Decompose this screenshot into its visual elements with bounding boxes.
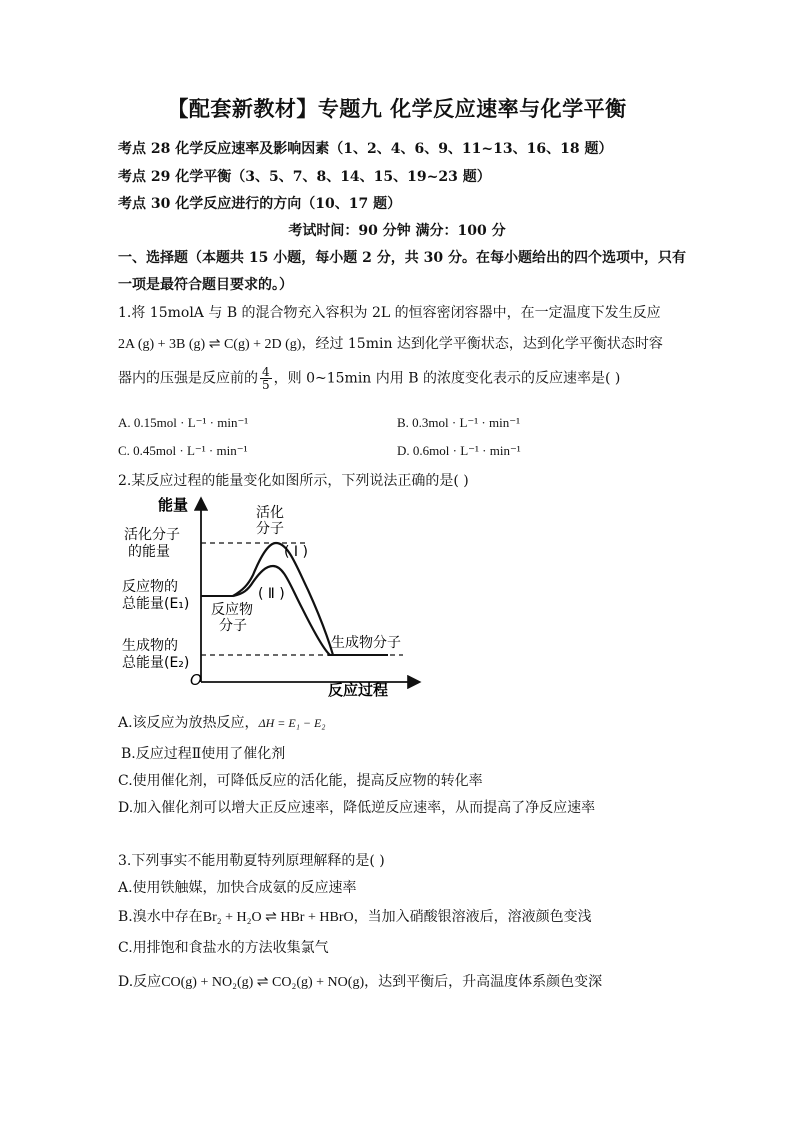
q1-option-d: D. 0.6mol · L⁻¹ · min⁻¹ [397,443,521,458]
q1-stem-line3 [118,366,620,391]
q3-option-c: C.用排饱和食盐水的方法收集氯气 [118,940,329,956]
q1-stem-line3-tail: ，则 0~15min 内用 B 的浓度变化表示的反应速率是( ) [273,370,621,387]
q2-option-a [118,712,325,732]
section-heading-line2: 一项是最符合题目要求的。） [118,277,293,293]
reactant-total-label-2: 总能量(E₁) [122,596,190,612]
section-heading-line1: 一、选择题（本题共 15 小题，每小题 2 分，共 30 分。在每小题给出的四个选项中，只有 [118,250,686,266]
curve-ii-label: ( Ⅱ ) [258,586,285,602]
q2-option-a-text: A.该反应为放热反应， [118,715,259,731]
q2-option-d: D.加入催化剂可以增大正反应速率，降低逆反应速率，从而提高了净反应速率 [118,800,596,816]
energy-diagram [118,490,428,700]
exam-info: 考试时间：90 分钟 满分：100 分 [288,223,506,239]
reactant-total-label-1: 反应物的 [122,579,178,595]
origin-label: O [190,671,202,689]
q3-option-d-head: D.反应 [118,974,162,990]
product-molecule-label: 生成物分子 [331,635,401,651]
q1-fraction-numerator: 4 [262,365,270,379]
curve-i-label: ( Ⅰ ) [284,544,308,560]
q1-fraction [260,366,272,391]
q3-option-b-equation: Br₂ + H₂O ⇌ HBr + HBrO [202,910,354,925]
product-total-label-1: 生成物的 [122,638,178,654]
q1-option-c: C. 0.45mol · L⁻¹ · min⁻¹ [118,443,248,458]
q3-option-b-head: B.溴水中存在 [118,909,203,925]
q2-option-a-formula: ΔH = E₁ − E₂ [258,716,326,730]
q3-option-a: A.使用铁触媒，加快合成氨的反应速率 [118,880,357,896]
q2-option-b: B.反应过程Ⅱ使用了催化剂 [121,746,286,762]
q3-stem: 3.下列事实不能用勒夏特列原理解释的是( ) [118,853,385,869]
q3-option-d [118,971,602,991]
q3-option-b [118,906,592,926]
q1-stem-line2-tail: ，经过 15min 达到化学平衡状态，达到化学平衡状态时容 [301,336,663,352]
q1-stem-line2 [118,333,663,353]
knowledge-point-29: 考点 29 化学平衡（3、5、7、8、14、15、19~23 题） [118,169,491,185]
q1-stem-line1: 1.将 15molA 与 B 的混合物充入容积为 2L 的恒容密闭容器中，在一定温度下发生反应 [118,305,661,321]
product-total-label-2: 总能量(E₂) [122,655,190,671]
q3-option-d-tail: ，达到平衡后，升高温度体系颜色变深 [364,974,603,990]
q1-option-b: B. 0.3mol · L⁻¹ · min⁻¹ [397,415,520,430]
q3-option-b-tail: ，当加入硝酸银溶液后，溶液颜色变浅 [353,909,592,925]
activated-molecule-label-2: 分子 [256,521,284,537]
knowledge-point-30: 考点 30 化学反应进行的方向（10、17 题） [118,196,402,212]
activated-molecule-label-1: 活化 [256,505,284,521]
q1-equation: 2A (g) + 3B (g) ⇌ C(g) + 2D (g) [118,337,302,352]
x-axis-label: 反应过程 [328,681,389,699]
q1-option-a: A. 0.15mol · L⁻¹ · min⁻¹ [118,415,249,430]
reactant-molecule-label-1: 反应物 [211,602,253,618]
q2-option-c: C.使用催化剂，可降低反应的活化能，提高反应物的转化率 [118,773,483,789]
q3-option-d-equation: CO(g) + NO₂(g) ⇌ CO₂(g) + NO(g) [161,975,365,990]
q1-stem-line3-head: 器内的压强是反应前的 [118,370,258,387]
activation-energy-label-2: 的能量 [128,544,170,560]
activation-energy-label-1: 活化分子 [124,527,180,543]
y-axis-label: 能量 [158,496,189,514]
knowledge-point-28: 考点 28 化学反应速率及影响因素（1、2、4、6、9、11~13、16、18 题） [118,141,613,157]
page-title: 【配套新教材】专题九 化学反应速率与化学平衡 [167,96,627,121]
reactant-molecule-label-2: 分子 [219,618,247,634]
q2-stem: 2.某反应过程的能量变化如图所示，下列说法正确的是( ) [118,473,469,489]
q1-fraction-denominator: 5 [262,378,270,392]
